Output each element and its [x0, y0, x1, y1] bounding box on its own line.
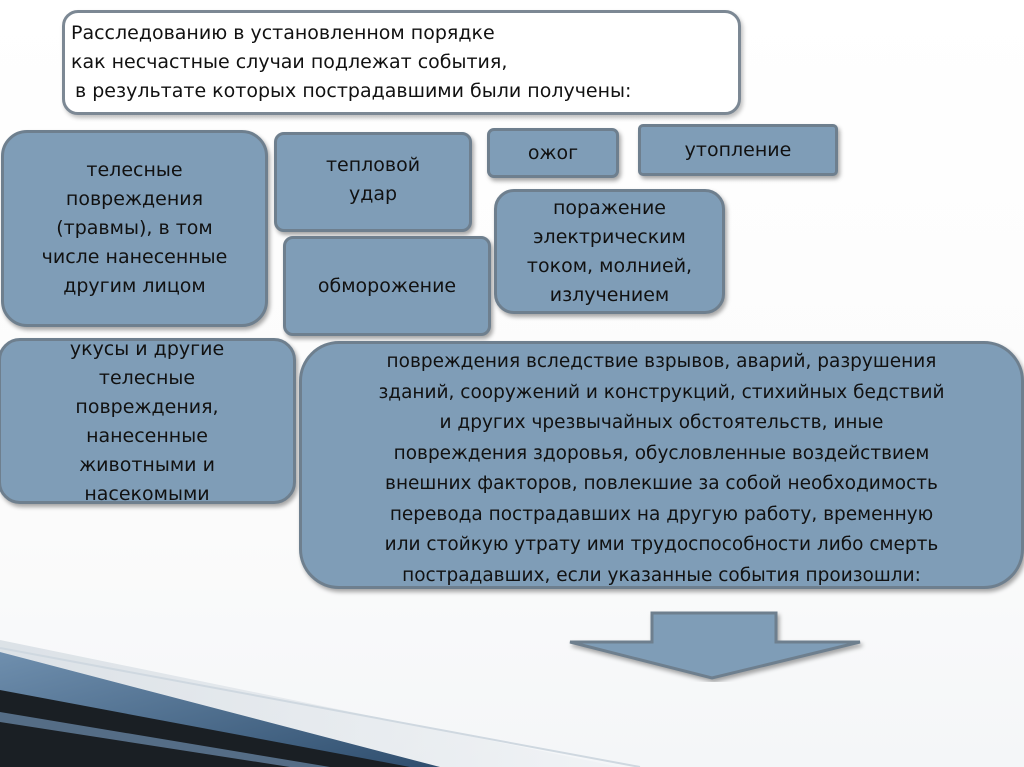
box-text-line: (травмы), в том [56, 217, 213, 239]
box-text-line: или стойкую утрату ими трудоспособности либо смерть [384, 534, 939, 555]
box-text-line: насекомыми [84, 483, 210, 504]
box-drowning [638, 124, 838, 176]
box-text-line: повреждения [65, 188, 204, 210]
box-text-line: телесные [98, 367, 196, 389]
box-text-line: внешних факторов, повлекшие за собой необходимость [385, 473, 938, 494]
box-bodily-injuries [1, 130, 268, 327]
box-text-line: телесные [86, 159, 183, 181]
box-text-line: числе нанесенные [41, 246, 228, 268]
box-animal-bites [0, 338, 296, 504]
box-electric-shock [494, 189, 725, 314]
box-text-line: укусы и другие [69, 338, 225, 360]
intro-line-2: как несчастные случаи подлежат события, [71, 51, 508, 73]
box-text-line: электрическим [533, 225, 686, 248]
box-text-line: ожог [527, 141, 579, 164]
box-text-line: тепловой [325, 154, 421, 176]
box-text-line: повреждения здоровья, обусловленные воздействием [393, 442, 930, 464]
box-text-line: зданий, сооружений и конструкций, стихийных бедствий [378, 381, 945, 403]
box-text-line: и других чрезвычайных обстоятельств, иные [439, 412, 884, 433]
box-text-line: утопление [684, 138, 792, 161]
box-text-line: излучением [549, 283, 670, 306]
intro-line-3: в результате которых пострадавшими были получены: [75, 80, 632, 102]
box-text-line: пострадавших, если указанные события произошли: [402, 564, 921, 586]
intro-line-1: Расследованию в установленном порядке [71, 22, 495, 44]
box-text-line: повреждения вследствие взрывов, аварий, разрушения [386, 351, 937, 372]
box-text-line: нанесенные [86, 425, 208, 447]
box-text-line: другим лицом [63, 275, 206, 297]
box-text-line: удар [348, 183, 398, 205]
intro-text-box [62, 10, 741, 115]
box-text-line: током, молнией, [526, 254, 693, 277]
box-text-line: перевода пострадавших на другую работу, временную [389, 503, 934, 525]
box-text-line: животными и [79, 454, 215, 476]
down-arrow-icon [560, 610, 870, 682]
box-frostbite [283, 236, 491, 336]
box-text-line: повреждения, [75, 396, 219, 418]
box-text-line: поражение [552, 196, 667, 219]
box-heatstroke [274, 132, 472, 232]
box-burn [487, 128, 619, 178]
box-other-injuries [299, 341, 1024, 589]
box-text-line: обморожение [317, 274, 457, 297]
